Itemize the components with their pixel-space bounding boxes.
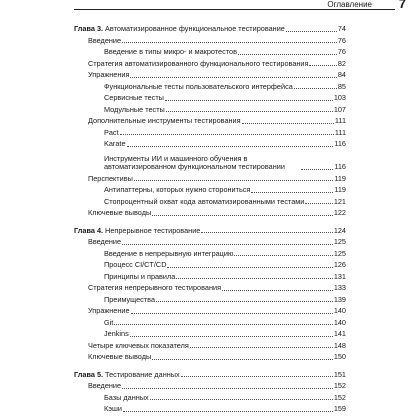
toc-entry-text: Преимущества (104, 294, 156, 304)
toc-entry-line (88, 238, 346, 247)
dot-leader (242, 123, 334, 124)
toc-page-number: 116 (334, 162, 346, 171)
toc-entry-label (104, 261, 167, 270)
toc-entry-line (88, 353, 346, 362)
toc-entry-text: Pact (104, 127, 119, 137)
toc-entry-label (104, 198, 305, 207)
toc-entry-label (104, 140, 127, 149)
dot-leader (156, 301, 333, 302)
toc-entry-text: Принципы и правила (104, 271, 176, 281)
toc-entry-label (104, 106, 166, 115)
toc-entry-text: Упражнение (88, 306, 130, 315)
toc-entry-line (88, 60, 346, 69)
toc-page-number: 76 (337, 35, 346, 45)
dot-leader (114, 324, 332, 325)
toc-entry-label (88, 284, 222, 293)
toc-page-number: 152 (333, 392, 346, 402)
toc-entry-label (88, 238, 122, 247)
toc-entry-label (104, 186, 251, 195)
toc-entry-label (104, 330, 130, 339)
toc-entry-label (104, 394, 150, 403)
toc-page-number: 103 (333, 93, 346, 102)
toc-entry (74, 57, 346, 69)
toc-entry (74, 149, 346, 172)
toc-entry-line (104, 261, 346, 270)
dot-leader (176, 278, 332, 279)
toc-entry-text: Перспективы (88, 173, 133, 183)
toc-page-number: 76 (337, 47, 346, 56)
toc-entry-line (104, 106, 346, 115)
toc-entry-text: Дополнительные инструменты тестирования (88, 116, 241, 125)
toc-entry-label (88, 60, 309, 69)
header-rule (74, 9, 406, 10)
dot-leader (120, 134, 334, 135)
toc-entry-text: Упражнения (88, 70, 130, 79)
toc-entry-line (104, 83, 346, 92)
toc-entry (74, 379, 346, 391)
toc-page-number: 107 (333, 104, 346, 114)
toc-entry-line (104, 405, 346, 414)
toc-entry (74, 270, 346, 282)
toc-entry-line (74, 227, 346, 236)
toc-entry-text: Инструменты ИИ и машинного обучения в автоматизированном функциональном тестировании (104, 153, 285, 171)
toc-entry-text: Введение (88, 381, 122, 390)
toc-entry-text: Введение в непрерывную интеграцию (104, 248, 234, 258)
dot-leader (122, 42, 337, 43)
dot-leader (150, 399, 333, 400)
toc-chapter (74, 368, 346, 380)
toc-entry (74, 34, 346, 46)
page-number: 7 (395, 0, 406, 10)
toc-entry-label (104, 94, 165, 103)
toc-entry-label (104, 155, 301, 172)
toc-entry (74, 68, 346, 80)
chapter-number: Глава 3. (74, 24, 104, 33)
toc-page-number: 126 (333, 260, 346, 269)
toc-entry-line (88, 175, 346, 184)
toc-entry (74, 281, 346, 293)
dot-leader (122, 244, 333, 245)
toc-entry (74, 137, 346, 149)
dot-leader (286, 31, 337, 32)
dot-leader (305, 203, 332, 204)
toc-entry-line (74, 25, 346, 34)
toc-page-number: 148 (333, 340, 346, 350)
toc-page-number: 82 (337, 58, 346, 68)
dot-leader (130, 77, 336, 78)
toc-entry-label (88, 175, 134, 184)
toc-entry-label (104, 405, 123, 414)
toc-entry-line (88, 117, 346, 126)
toc-page-number: 151 (333, 369, 346, 379)
toc-entry-line (104, 129, 346, 138)
dot-leader (152, 359, 333, 360)
toc-entry (74, 327, 346, 339)
toc-page-number: 150 (333, 352, 346, 361)
dot-leader (201, 232, 332, 233)
toc-entry (74, 103, 346, 115)
dot-leader (167, 267, 332, 268)
toc-entry-label (74, 371, 181, 380)
dot-leader (166, 111, 333, 112)
toc-entry-line (88, 382, 346, 391)
toc-entry (74, 195, 346, 207)
toc-entry-text: Ключевые выводы (88, 352, 152, 361)
toc-entry (74, 316, 346, 328)
toc-entry-label (104, 250, 234, 259)
toc-entry-line (104, 198, 346, 207)
toc-entry-line (104, 250, 346, 259)
dot-leader (131, 313, 333, 314)
toc-entry-label (104, 129, 120, 138)
toc-entry-label (104, 273, 176, 282)
toc-entry-text: Karate (104, 139, 126, 148)
toc-entry (74, 339, 346, 351)
dot-leader (152, 215, 333, 216)
toc-entry-line (88, 71, 346, 80)
toc-page-number: 84 (337, 70, 346, 79)
toc-entry-line (104, 186, 346, 195)
toc-entry-text: Git (104, 317, 114, 327)
toc-entry-line (74, 371, 346, 380)
toc-entry-label (104, 319, 114, 328)
toc-page-number: 111 (334, 116, 346, 125)
toc-page-number: 133 (333, 283, 346, 292)
toc-entry-text: Автоматизированное функциональное тестирование (103, 24, 285, 33)
toc-entry-line (104, 48, 346, 57)
toc-page-number: 85 (337, 81, 346, 91)
chapter-number: Глава 4. (74, 225, 104, 235)
toc-entry-text: Базы данных (104, 392, 149, 402)
toc-entry-label (88, 117, 242, 126)
toc-entry (74, 80, 346, 92)
dot-leader (181, 376, 333, 377)
toc-entry-line (104, 319, 346, 328)
toc-page-number: 119 (334, 173, 346, 183)
toc-entry (74, 293, 346, 305)
toc-entry-label (74, 25, 286, 34)
toc-entry-label (88, 342, 190, 351)
chapter-number: Глава 5. (74, 369, 104, 379)
toc-entry-text: Ключевые выводы (88, 208, 152, 217)
dot-leader (123, 411, 333, 412)
toc-entry (74, 172, 346, 184)
toc-entry-line (88, 307, 346, 316)
toc-page-number: 131 (333, 271, 346, 281)
toc-entry (74, 247, 346, 259)
toc-entry-text: Четыре ключевых показателя (88, 340, 189, 350)
toc-page-number: 121 (333, 196, 346, 206)
dot-leader (294, 88, 337, 89)
dot-leader (238, 54, 337, 55)
toc-entry-text: Введение (88, 237, 122, 246)
toc-entry-label (88, 307, 131, 316)
table-of-contents (74, 22, 346, 414)
toc-entry-label (88, 353, 152, 362)
toc-entry-label (104, 48, 238, 57)
toc-entry (74, 304, 346, 316)
toc-entry-label (104, 83, 294, 92)
toc-entry-line (104, 140, 346, 149)
toc-page-number: 141 (333, 329, 346, 338)
toc-entry-line (104, 296, 346, 305)
toc-page-number: 139 (333, 294, 346, 304)
page-header (0, 0, 420, 12)
dot-leader (234, 255, 332, 256)
toc-entry-line (88, 37, 346, 46)
toc-page-number: 140 (333, 317, 346, 327)
toc-entry-text: Стратегия непрерывного тестирования (88, 283, 222, 292)
toc-chapter (74, 224, 346, 236)
toc-entry-line (104, 155, 346, 172)
toc-entry-text: Стратегия автоматизированного функционального тестирования (88, 58, 309, 68)
dot-leader (301, 169, 333, 170)
toc-entry-text: Введение (88, 35, 122, 45)
dot-leader (165, 100, 333, 101)
toc-page-number: 122 (333, 208, 346, 217)
toc-entry (74, 114, 346, 126)
toc-page-number: 125 (333, 248, 346, 258)
toc-page-number: 119 (334, 185, 346, 194)
toc-page-number: 152 (333, 381, 346, 390)
toc-entry-line (104, 273, 346, 282)
toc-entry (74, 391, 346, 403)
dot-leader (251, 192, 333, 193)
toc-entry (74, 183, 346, 195)
toc-entry (74, 350, 346, 362)
toc-entry (74, 45, 346, 57)
toc-entry-text: Непрерывное тестирование (103, 225, 201, 235)
toc-entry-label (104, 296, 156, 305)
toc-page-number: 140 (333, 306, 346, 315)
toc-entry-line (104, 330, 346, 339)
toc-entry-text: Тестирование данных (103, 369, 180, 379)
toc-entry-label (74, 227, 201, 236)
toc-page-number: 125 (333, 237, 346, 246)
toc-entry-label (88, 37, 122, 46)
toc-entry-text: Сервисные тесты (104, 93, 164, 102)
dot-leader (127, 146, 334, 147)
toc-entry (74, 258, 346, 270)
toc-entry-line (88, 284, 346, 293)
toc-chapter (74, 22, 346, 34)
dot-leader (122, 388, 333, 389)
toc-entry (74, 235, 346, 247)
toc-entry (74, 126, 346, 138)
toc-entry-text: Стопроцентный охват кода автоматизированными тестами (104, 196, 305, 206)
toc-entry-text: Функциональные тесты пользовательского интерфейса (104, 81, 293, 91)
dot-leader (309, 65, 336, 66)
toc-entry-label (88, 209, 152, 218)
toc-page-number: 159 (333, 404, 346, 413)
toc-entry-label (88, 382, 122, 391)
toc-entry-text: Модульные тесты (104, 104, 165, 114)
toc-entry-text: Процесс CI/CT/CD (104, 260, 167, 269)
toc-page-number: 111 (334, 127, 346, 137)
toc-entry-line (104, 394, 346, 403)
toc-entry-text: Кэши (104, 404, 122, 413)
toc-entry-line (104, 94, 346, 103)
toc-entry (74, 206, 346, 218)
toc-entry (74, 91, 346, 103)
toc-entry-line (88, 342, 346, 351)
dot-leader (134, 180, 334, 181)
toc-entry-text: Jenkins (104, 329, 129, 338)
running-title: Оглавление (324, 0, 375, 9)
toc-entry-text: Антипаттерны, которых нужно сторониться (104, 185, 251, 194)
toc-entry-label (88, 71, 130, 80)
dot-leader (222, 290, 333, 291)
toc-page-number: 116 (334, 139, 346, 148)
toc-entry-line (88, 209, 346, 218)
toc-page-number: 124 (333, 225, 346, 235)
toc-page-number: 74 (337, 24, 346, 33)
toc-entry-text: Введение в типы микро- и макротестов (104, 47, 237, 56)
toc-entry (74, 402, 346, 414)
dot-leader (130, 336, 333, 337)
dot-leader (190, 347, 333, 348)
